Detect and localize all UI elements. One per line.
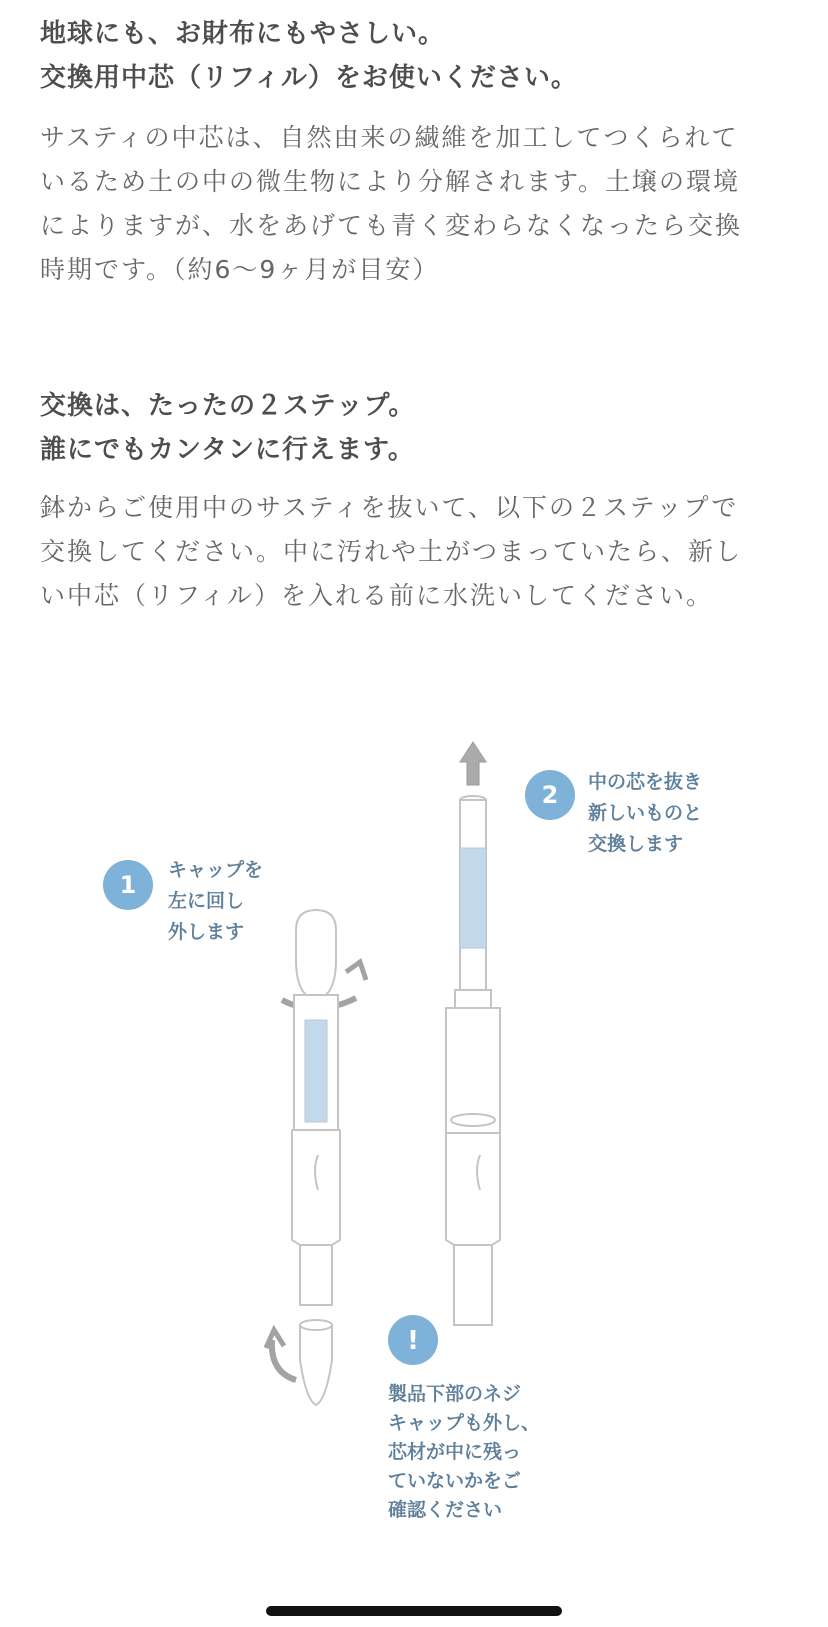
lower-tube [300, 1245, 332, 1305]
section2-heading-line: 誰にでもカンタンに行えます。 [40, 435, 415, 465]
blue-core [305, 1020, 327, 1122]
note-label-line: 確認ください [388, 1499, 503, 1521]
step1-callout [103, 859, 263, 943]
note-label-line: 芯材が中に残っ [388, 1441, 522, 1463]
note-label-line: キャップも外し、 [388, 1412, 541, 1434]
section1-body-line: 時期です。（約6〜9ヶ月が目安） [40, 255, 440, 284]
section1-body-line: サスティの中芯は、自然由来の繊維を加工してつくられて [40, 123, 739, 152]
step2-number: 2 [541, 781, 559, 809]
rotate-arrow-head-icon [346, 962, 366, 980]
section1-body [40, 116, 800, 292]
step2-callout [525, 770, 702, 855]
step1-label-line: キャップを [168, 859, 264, 881]
lower-body [292, 1130, 340, 1245]
left-checker-drawing [266, 910, 366, 1405]
step1-label-line: 外します [168, 921, 245, 943]
neck [455, 990, 491, 1008]
right-checker-drawing [446, 742, 500, 1325]
home-indicator[interactable] [266, 1606, 562, 1616]
section2-heading [40, 384, 415, 472]
refill-blue-core [460, 848, 486, 948]
right-lower-tube [454, 1245, 492, 1325]
section1-heading-line: 地球にも、お財布にもやさしい。 [40, 19, 446, 49]
step2-label-line: 交換します [588, 833, 684, 855]
step2-label-line: 新しいものと [588, 802, 703, 824]
step1-number: 1 [119, 871, 137, 899]
bottom-rotate-arrow-head-icon [266, 1330, 284, 1348]
section2-body [40, 486, 800, 618]
note-label-line: ていないかをご [388, 1470, 522, 1492]
note-symbol: ! [407, 1326, 419, 1356]
step1-label-line: 左に回し [168, 890, 245, 912]
bottom-cap-icon [300, 1325, 332, 1405]
section1-heading [40, 12, 578, 100]
inner-rim [451, 1114, 495, 1126]
section2-body-line: 交換してください。中に汚れや土がつまっていたら、新し [40, 537, 743, 566]
up-arrow-icon [460, 742, 486, 785]
refill-exchange-illustration [0, 700, 828, 1580]
section1-heading-line: 交換用中芯（リフィル）をお使いください。 [40, 63, 578, 93]
right-lower-body [446, 1133, 500, 1245]
note-label-line: 製品下部のネジ [388, 1383, 522, 1405]
section1-body-line: によりますが、水をあげても青く変わらなくなったら交換 [40, 211, 743, 240]
note-callout [388, 1315, 540, 1521]
top-cap-icon [296, 910, 336, 995]
section2-body-line: 鉢からご使用中のサスティを抜いて、以下の２ステップで [40, 493, 739, 522]
section2-body-line: い中芯（リフィル）を入れる前に水洗いしてください。 [40, 581, 714, 610]
section2-heading-line: 交換は、たったの２ステップ。 [40, 391, 416, 421]
section1-body-line: いるため土の中の微生物により分解されます。土壌の環境 [40, 167, 741, 196]
bottom-cap-rim [300, 1320, 332, 1330]
step2-label-line: 中の芯を抜き [588, 771, 703, 793]
